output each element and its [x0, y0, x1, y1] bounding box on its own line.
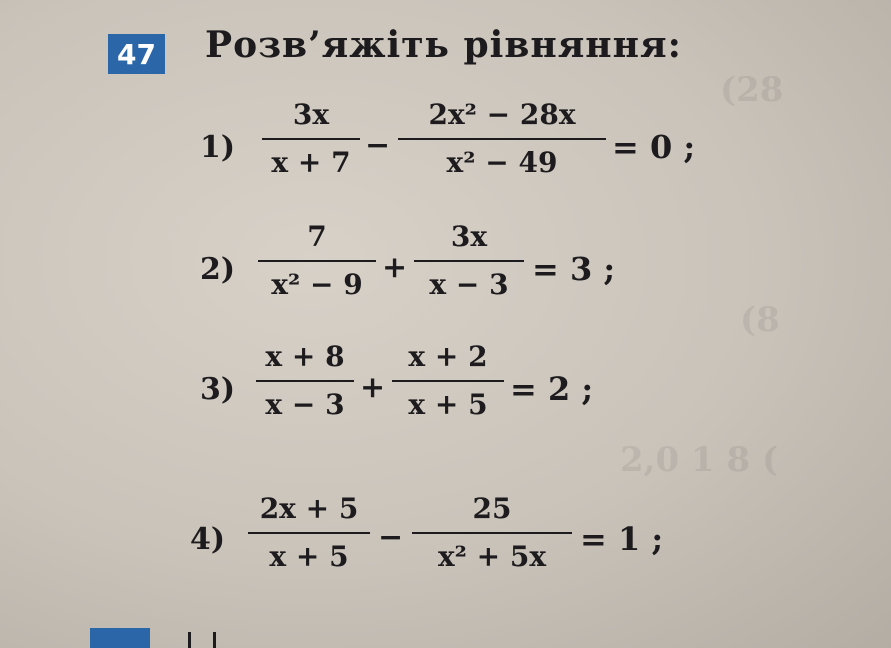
next-exercise-badge — [90, 628, 150, 648]
equation-2-fraction-1 — [258, 220, 376, 302]
equation-1-operator: − — [365, 128, 391, 163]
equation-1-fraction-1-numerator: 3x — [292, 98, 330, 131]
equation-4-fraction-1-numerator: 2x + 5 — [259, 492, 359, 525]
equation-4-fraction-2-denominator: x² + 5x — [437, 540, 547, 573]
exercise-title: Розв’яжіть рівняння: — [205, 24, 682, 66]
equation-1-fraction-2-numerator: 2x² − 28x — [428, 98, 576, 131]
equation-4-fraction-2-numerator: 25 — [472, 492, 512, 525]
equation-2-fraction-1-denominator: x² − 9 — [271, 268, 363, 301]
equation-2-fraction-2 — [414, 220, 524, 302]
equation-2-rhs: = 3 ; — [532, 250, 616, 288]
equation-4-label: 4) — [190, 522, 226, 557]
equation-1-fraction-1 — [262, 98, 360, 180]
equation-2-fraction-2-numerator: 3x — [450, 220, 488, 253]
equation-4-fraction-1-denominator: x + 5 — [269, 540, 349, 573]
fraction-bar — [414, 260, 524, 262]
equation-3-label: 3) — [200, 372, 236, 407]
fraction-bar — [262, 138, 360, 140]
equation-2-fraction-1-numerator: 7 — [307, 220, 327, 253]
equation-3-fraction-1-numerator: x + 8 — [265, 340, 345, 373]
equation-1-fraction-2-denominator: x² − 49 — [446, 146, 558, 179]
exercise-number-badge: 47 — [108, 34, 165, 74]
next-exercise-title-fragment — [188, 632, 216, 648]
equation-2-label: 2) — [200, 252, 236, 287]
fraction-bar — [392, 380, 504, 382]
equation-4-rhs: = 1 ; — [580, 520, 664, 558]
equation-3-rhs: = 2 ; — [510, 370, 594, 408]
equation-2-operator: + — [382, 250, 408, 285]
equation-3-fraction-1-denominator: x − 3 — [265, 388, 345, 421]
equation-1-rhs: = 0 ; — [612, 128, 696, 166]
equation-1-fraction-1-denominator: x + 7 — [271, 146, 351, 179]
equation-3-fraction-2-denominator: x + 5 — [408, 388, 488, 421]
equation-3-operator: + — [360, 370, 386, 405]
equation-3-fraction-1 — [256, 340, 354, 422]
equation-4-fraction-1 — [248, 492, 370, 574]
equation-4-fraction-2 — [412, 492, 572, 574]
fraction-bar — [258, 260, 376, 262]
fraction-bar — [412, 532, 572, 534]
fraction-bar — [256, 380, 354, 382]
equation-3-fraction-2-numerator: x + 2 — [408, 340, 488, 373]
equation-2-fraction-2-denominator: x − 3 — [429, 268, 509, 301]
fraction-bar — [248, 532, 370, 534]
equation-1-label: 1) — [200, 130, 236, 165]
fraction-bar — [398, 138, 606, 140]
equation-1-fraction-2 — [398, 98, 606, 180]
equation-4-operator: − — [378, 520, 404, 555]
equation-3-fraction-2 — [392, 340, 504, 422]
